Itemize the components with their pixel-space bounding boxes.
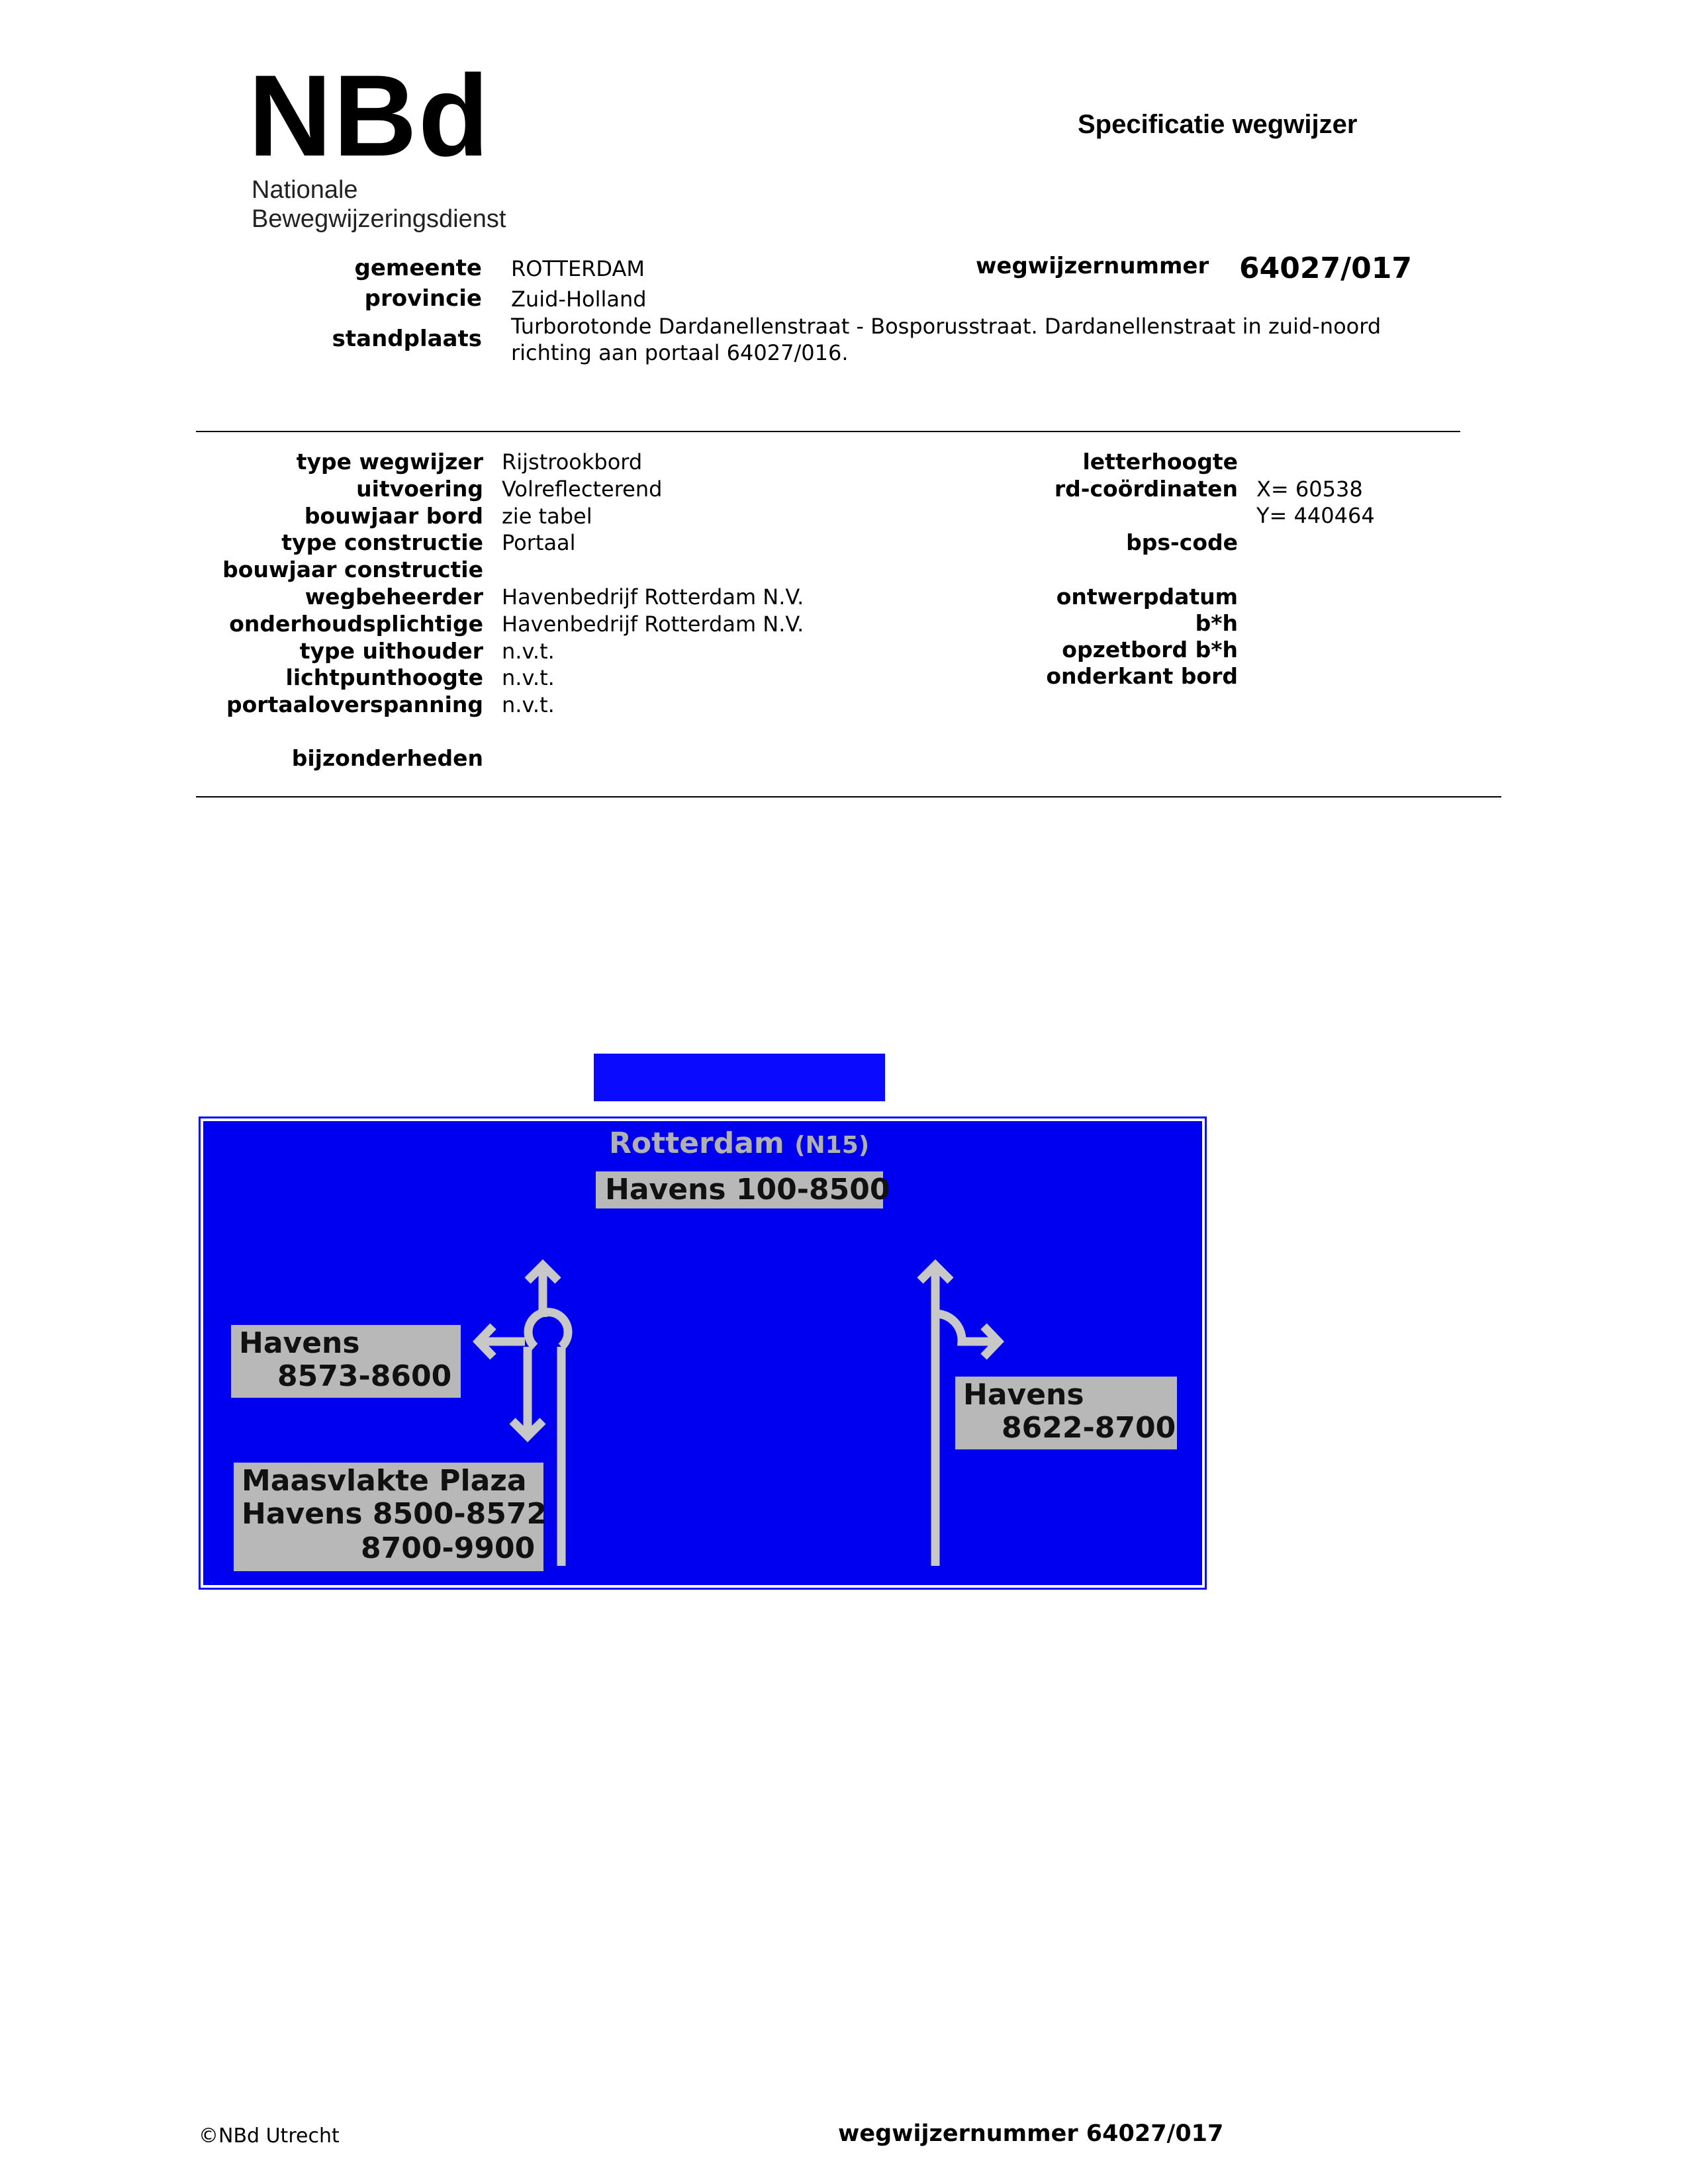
divider-bottom (196, 796, 1501, 797)
ontwerpdatum-label: ontwerpdatum (1056, 584, 1238, 610)
spec-value: n.v.t. (502, 639, 555, 664)
wegwijzernummer-value: 64027/017 (1239, 251, 1412, 285)
left-plate-line1: Havens (239, 1326, 360, 1360)
standplaats-label: standplaats (332, 326, 482, 352)
bps-code-label: bps-code (1126, 529, 1238, 555)
spec-label: bouwjaar constructie (222, 557, 483, 582)
spec-value: Portaal (502, 530, 576, 555)
spec-label: type constructie (281, 529, 483, 555)
left-plate (231, 1325, 461, 1398)
gemeente-label: gemeente (354, 255, 482, 281)
rd-x-value: X= 60538 (1256, 477, 1363, 502)
top-route-number: (N15) (794, 1132, 870, 1159)
spec-label: lichtpunthoogte (285, 664, 483, 690)
left-roundabout-circle (528, 1312, 568, 1347)
logo-subtitle-line2: Bewegwijzeringsdienst (252, 205, 506, 233)
document-title: Specificatie wegwijzer (1078, 110, 1358, 139)
spec-value: Rijstrookbord (502, 449, 643, 475)
right-plate (955, 1377, 1177, 1449)
spec-label: portaaloverspanning (226, 692, 483, 717)
gemeente-value: ROTTERDAM (511, 256, 645, 281)
opzetbord-label: opzetbord b*h (1062, 637, 1238, 662)
right-plate-line2: 8622-8700 (1002, 1411, 1176, 1445)
spec-label: bouwjaar bord (304, 503, 483, 529)
spec-value: Havenbedrijf Rotterdam N.V. (502, 584, 804, 610)
bottom-plate-line2: Havens 8500-8572 (242, 1497, 547, 1531)
footer-copyright: ©NBd Utrecht (199, 2124, 340, 2148)
spec-value: Volreflecterend (502, 477, 663, 502)
spec-value: n.v.t. (502, 692, 555, 717)
letterhoogte-label: letterhoogte (1082, 449, 1238, 475)
rd-y-value: Y= 440464 (1256, 503, 1375, 528)
top-plate-text: Havens 100-8500 (605, 1173, 890, 1206)
spec-value: zie tabel (502, 504, 592, 529)
sign-small-mark: . (211, 1580, 212, 1584)
spec-value: Havenbedrijf Rotterdam N.V. (502, 612, 804, 637)
spec-value: n.v.t. (502, 665, 555, 690)
divider-top (196, 431, 1460, 432)
right-plate-line1: Havens (963, 1378, 1084, 1412)
spec-label: wegbeheerder (305, 584, 483, 610)
top-destination (609, 1126, 869, 1160)
provincie-label: provincie (364, 285, 482, 312)
footer-wegwijzernummer: wegwijzernummer 64027/017 (838, 2120, 1224, 2147)
bh-label: b*h (1195, 610, 1238, 636)
left-plate-line2: 8573-8600 (277, 1359, 452, 1393)
rd-coordinaten-label: rd-coördinaten (1054, 476, 1238, 502)
spec-label: type wegwijzer (296, 449, 483, 475)
bijzonderheden-label: bijzonderheden (291, 745, 483, 771)
top-plate (596, 1171, 890, 1208)
bottom-left-plate (234, 1463, 547, 1571)
logo-subtitle-line1: Nationale (252, 176, 358, 204)
spec-label: uitvoering (356, 476, 483, 502)
standplaats-value-line2: richting aan portaal 64027/016. (511, 340, 849, 365)
provincie-value: Zuid-Holland (511, 287, 647, 312)
wegwijzernummer-label: wegwijzernummer (976, 253, 1209, 279)
bottom-plate-line3: 8700-9900 (361, 1531, 536, 1565)
sign-top-plate (594, 1054, 885, 1101)
bottom-plate-line1: Maasvlakte Plaza (242, 1464, 527, 1498)
spec-label: type uithouder (299, 638, 483, 664)
onderkant-bord-label: onderkant bord (1046, 663, 1238, 689)
spec-label: onderhoudsplichtige (229, 611, 483, 637)
nbd-logo: NBd (248, 52, 491, 181)
top-destination-name: Rotterdam (609, 1126, 784, 1160)
standplaats-value-line1: Turborotonde Dardanellenstraat - Bosporusstraat. Dardanellenstraat in zuid-noord (511, 314, 1382, 339)
